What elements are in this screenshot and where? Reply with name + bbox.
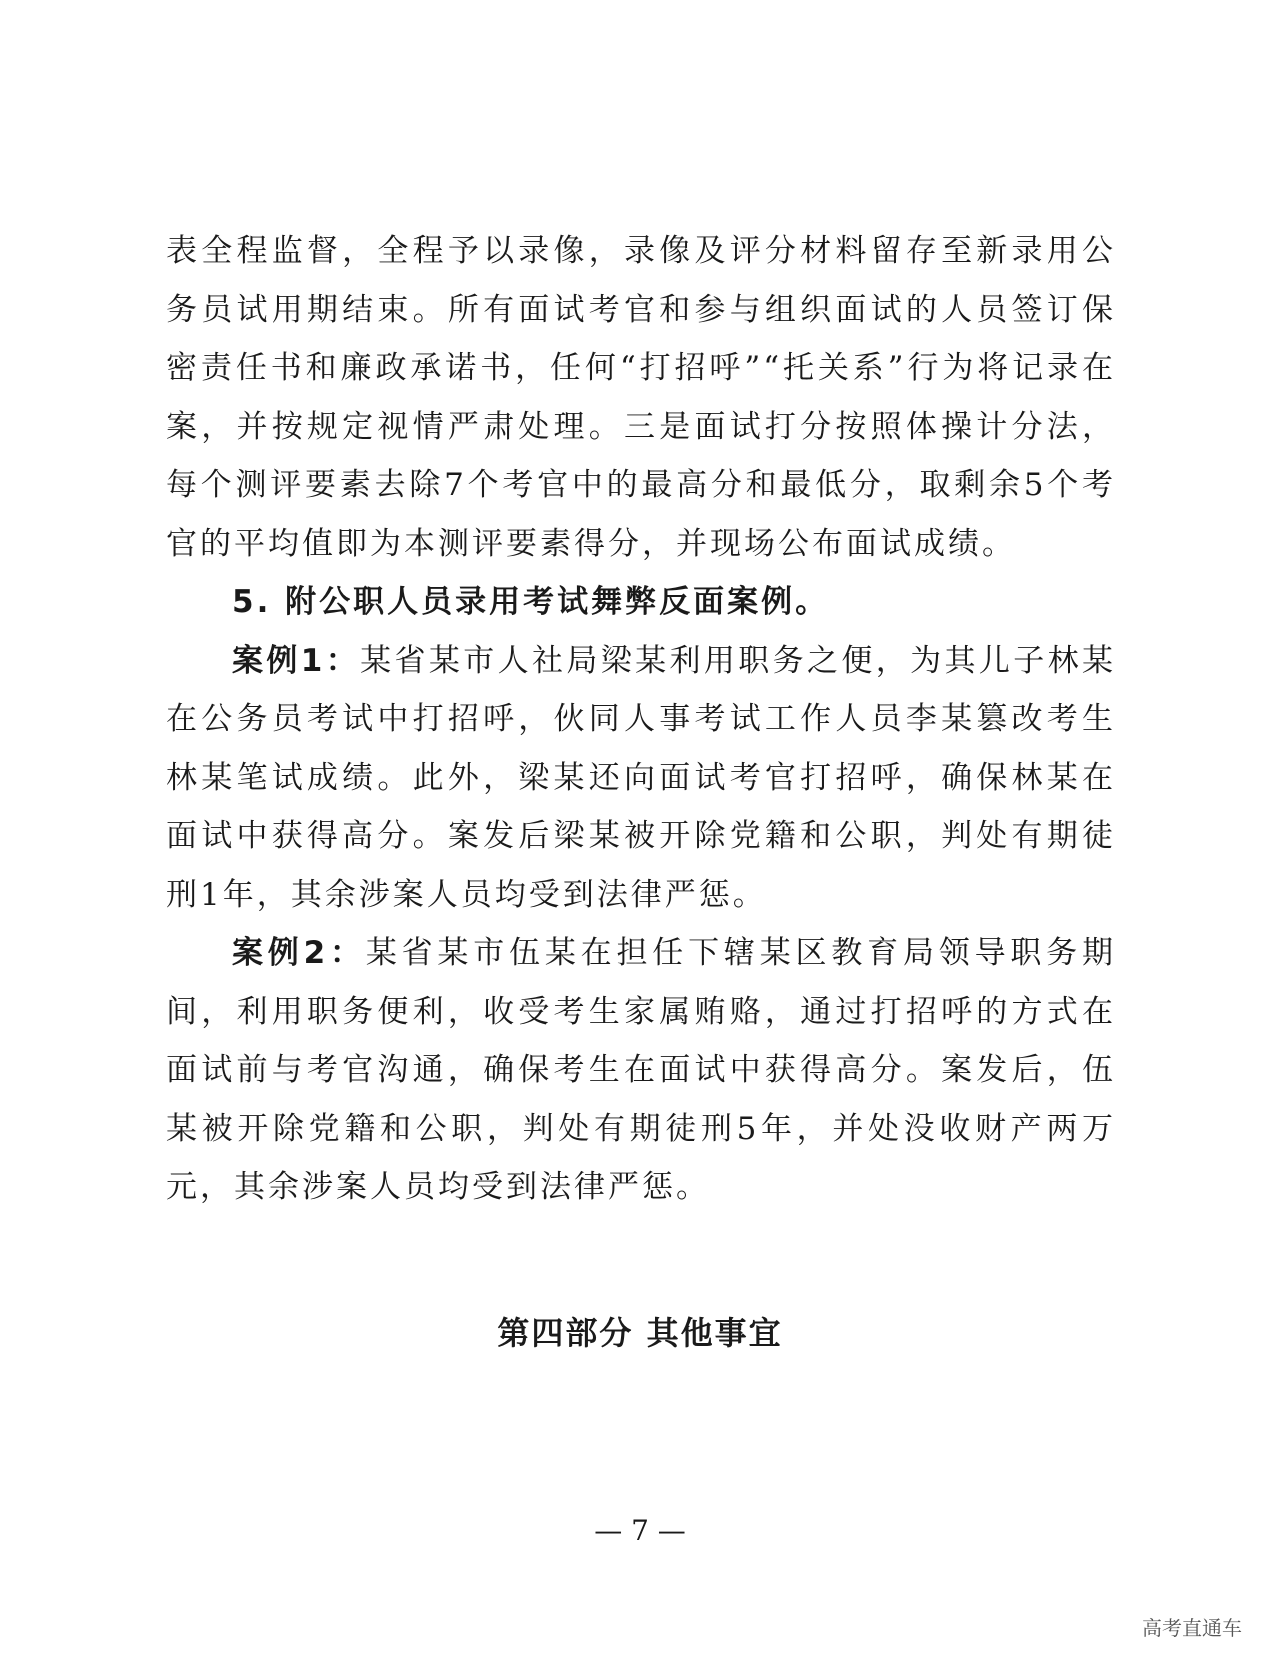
section-heading: 第四部分 其他事宜 <box>497 1314 783 1352</box>
body-text <box>166 222 1116 1217</box>
watermark: 高考直通车 <box>1142 1616 1242 1640</box>
case-1-text: 某省某市人社局梁某利用职务之便，为其儿子林某在公务员考试中打招呼，伙同人事考试工作人员李某篡改考生林某笔试成绩。此外，梁某还向面试考官打招呼，确保林某在面试中获得高分。案发后梁某被开除党籍和公职，判处有期徒刑1年，其余涉案人员均受到法律严惩。 <box>166 642 1116 913</box>
case-2-paragraph <box>166 924 1116 1217</box>
case-1-paragraph <box>166 632 1116 925</box>
case-2-label: 案例2： <box>232 935 366 971</box>
case-2-text: 某省某市伍某在担任下辖某区教育局领导职务期间，利用职务便利，收受考生家属贿赂，通过打招呼的方式在面试前与考官沟通，确保考生在面试中获得高分。案发后，伍某被开除党籍和公职，判处有期徒刑5年，并处没收财产两万元，其余涉案人员均受到法律严惩。 <box>166 935 1116 1205</box>
subheading-cases: 5. 附公职人员录用考试舞弊反面案例。 <box>232 584 830 620</box>
paragraph-continuation: 表全程监督，全程予以录像，录像及评分材料留存至新录用公务员试用期结束。所有面试考官和参与组织面试的人员签订保密责任书和廉政承诺书，任何“打招呼”“托关系”行为将记录在案，并按规定视情严肃处理。三是面试打分按照体操计分法，每个测评要素去除7个考官中的最高分和最低分，取剩余5个考官的平均值即为本测评要素得分，并现场公布面试成绩。 <box>166 233 1116 562</box>
case-1-label: 案例1： <box>232 642 361 679</box>
page-number: — 7 — <box>594 1514 686 1547</box>
